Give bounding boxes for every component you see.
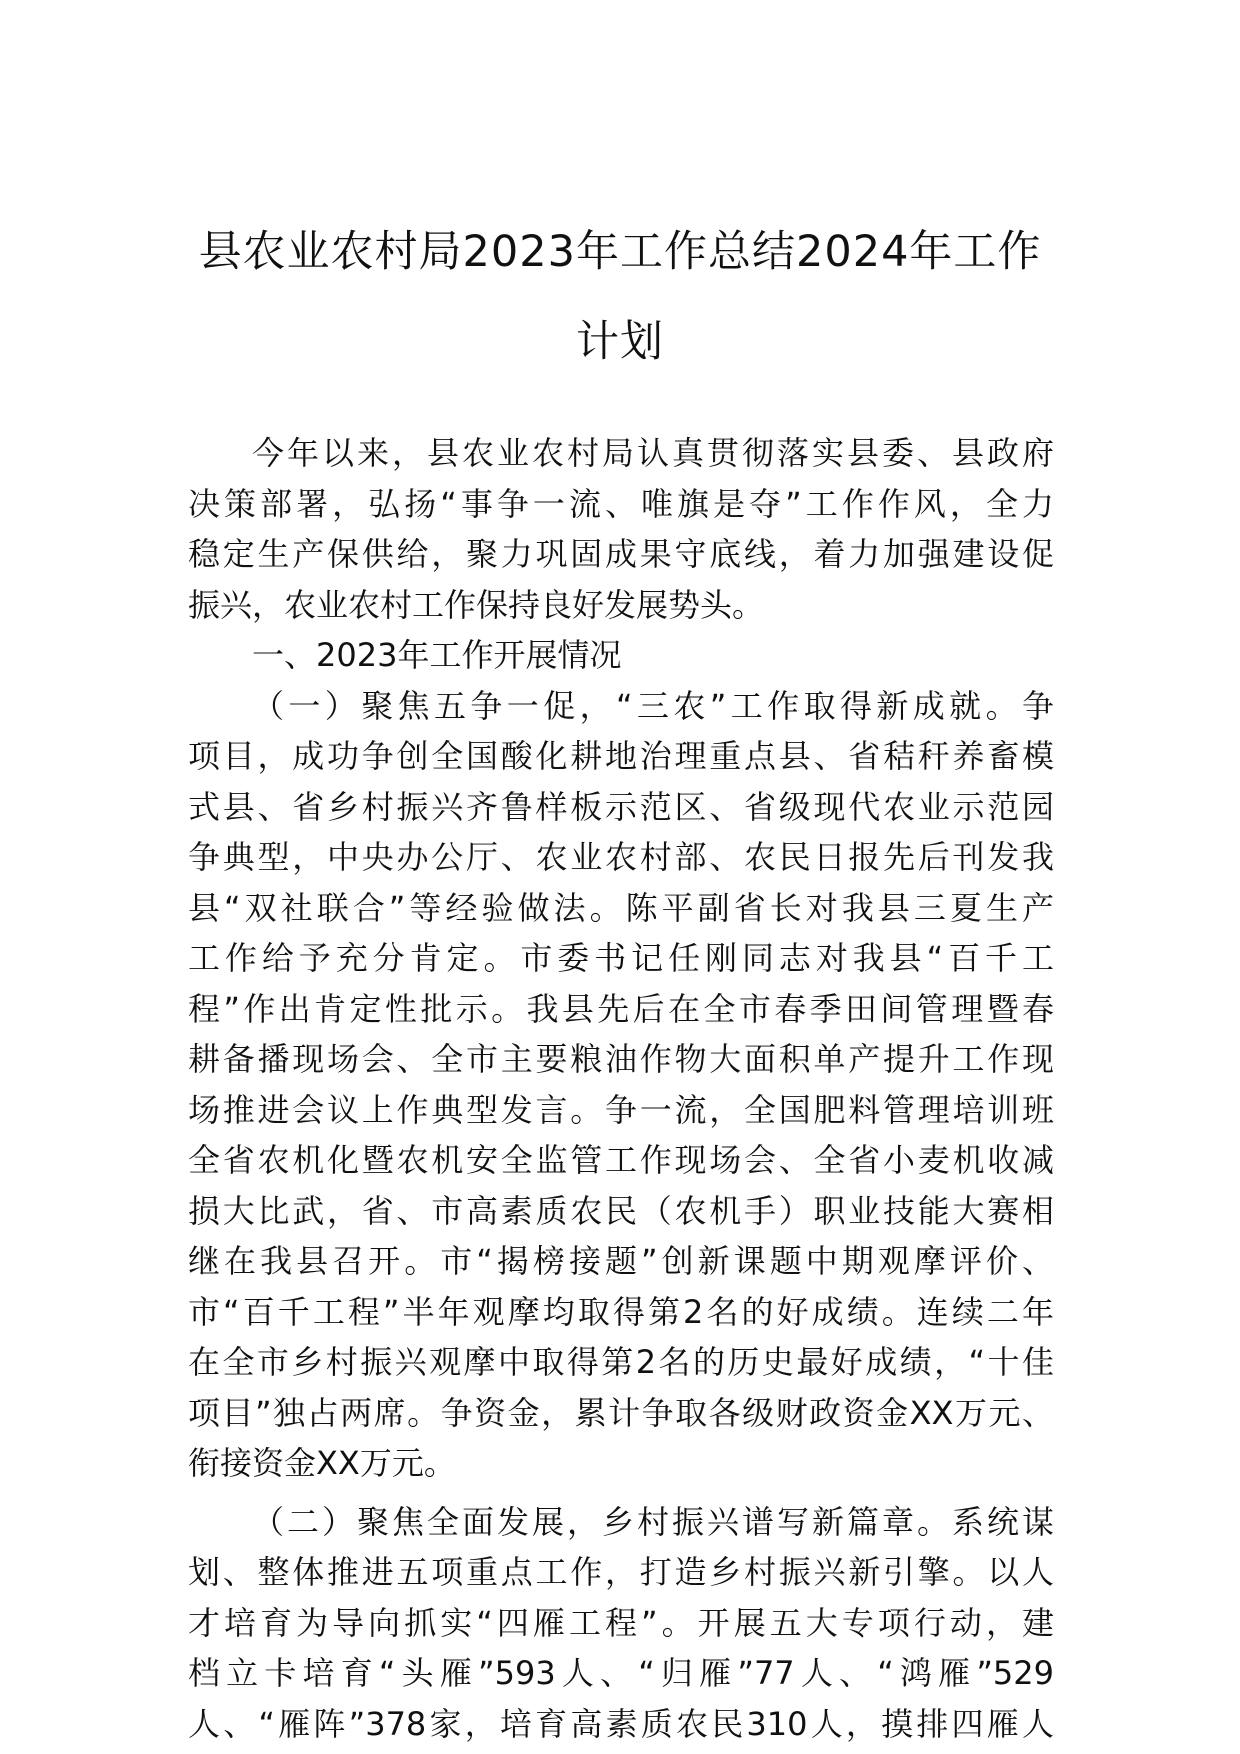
paragraph-line: 振兴，农业农村工作保持良好发展势头。 <box>188 585 765 624</box>
paragraph-line: 市“百千工程”半年观摩均取得第2名的好成绩。连续二年 <box>188 1292 1054 1331</box>
paragraph-line: 耕备播现场会、全市主要粮油作物大面积单产提升工作现 <box>188 1040 1054 1078</box>
paragraph-line: 争典型，中央办公厅、农业农村部、农民日报先后刊发我 <box>188 838 1054 876</box>
paragraph-line: （二）聚焦全面发展，乡村振兴谱写新篇章。系统谋 <box>252 1502 1054 1541</box>
paragraph-line: 人、“雁阵”378家，培育高素质农民310人，摸排四雁人 <box>188 1704 1054 1743</box>
paragraph-line: 划、整体推进五项重点工作，打造乡村振兴新引擎。以人 <box>188 1553 1054 1591</box>
paragraph-line: 继在我县召开。市“揭榜接题”创新课题中期观摩评价、 <box>188 1242 1054 1280</box>
paragraph-line: 项目，成功争创全国酸化耕地治理重点县、省秸秆养畜模 <box>188 737 1054 775</box>
section-heading: 一、2023年工作开展情况 <box>252 636 622 674</box>
document-title-line-2: 计划 <box>576 317 664 367</box>
paragraph-line: 衔接资金XX万元。 <box>188 1444 456 1482</box>
paragraph-line: （一）聚焦五争一促，“三农”工作取得新成就。争 <box>252 686 1054 725</box>
paragraph-line: 稳定生产保供给，聚力巩固成果守底线，着力加强建设促 <box>188 535 1054 573</box>
paragraph-line: 才培育为导向抓实“四雁工程”。开展五大专项行动，建 <box>188 1603 1054 1642</box>
paragraph-line: 式县、省乡村振兴齐鲁样板示范区、省级现代农业示范园 <box>188 787 1054 826</box>
paragraph-line: 项目”独占两席。争资金，累计争取各级财政资金XX万元、 <box>188 1393 1054 1432</box>
paragraph-line: 县“双社联合”等经验做法。陈平副省长对我县三夏生产 <box>188 888 1054 927</box>
paragraph-line: 决策部署，弘扬“事争一流、唯旗是夺”工作作风，全力 <box>188 484 1054 523</box>
paragraph-line: 场推进会议上作典型发言。争一流，全国肥料管理培训班 <box>188 1090 1054 1129</box>
paragraph-line: 全省农机化暨农机安全监管工作现场会、全省小麦机收减 <box>188 1141 1054 1179</box>
paragraph-line: 在全市乡村振兴观摩中取得第2名的历史最好成绩，“十佳 <box>188 1343 1054 1381</box>
paragraph-line: 工作给予充分肯定。市委书记任刚同志对我县“百千工 <box>188 939 1054 977</box>
document-title-line-1: 县农业农村局2023年工作总结2024年工作 <box>198 227 1042 277</box>
paragraph-line: 档立卡培育“头雁”593人、“归雁”77人、“鸿雁”529 <box>188 1654 1054 1692</box>
paragraph-line: 今年以来，县农业农村局认真贯彻落实县委、县政府 <box>252 434 1054 472</box>
document-body <box>188 428 1054 1749</box>
paragraph-line: 损大比武，省、市高素质农民（农机手）职业技能大赛相 <box>188 1191 1054 1230</box>
paragraph-line: 程”作出肯定性批示。我县先后在全市春季田间管理暨春 <box>188 989 1054 1028</box>
